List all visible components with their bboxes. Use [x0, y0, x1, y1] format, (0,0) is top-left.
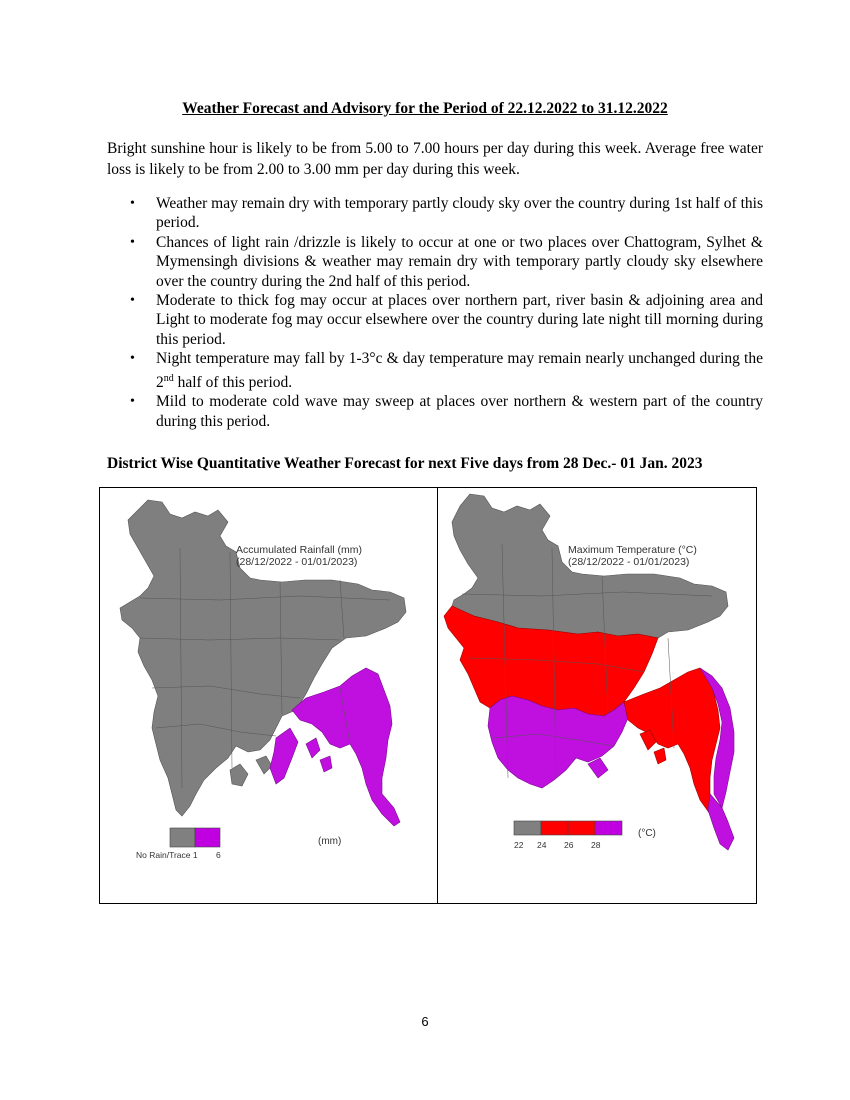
- temperature-legend-label-28: 28: [591, 840, 601, 850]
- rainfall-legend-label-6: 6: [216, 850, 221, 860]
- bullet-icon: •: [130, 293, 135, 309]
- rainfall-legend-swatch: [195, 828, 220, 847]
- rainfall-map-purple-island: [306, 738, 320, 758]
- page-heading: Weather Forecast and Advisory for the Period of 22.12.2022 to 31.12.2022: [182, 100, 668, 117]
- rainfall-map-purple-island: [270, 728, 298, 784]
- rainfall-legend-swatch: [170, 828, 195, 847]
- forecast-maps-frame: [99, 487, 757, 904]
- advisory-list: [107, 194, 763, 431]
- page-number: 6: [421, 1014, 429, 1029]
- quantitative-forecast-heading: District Wise Quantitative Weather Forecast for next Five days from 28 Dec.- 01 Jan. 2023: [107, 455, 703, 472]
- temperature-legend-swatch: [541, 821, 568, 835]
- bullet-text: Weather may remain dry with temporary partly cloudy sky over the country during 1st half of this period.: [156, 195, 763, 232]
- temperature-map-island: [654, 748, 666, 764]
- temperature-legend-label-22: 22: [514, 840, 524, 850]
- bullet-text: Mild to moderate cold wave may sweep at places over northern & western part of the country during this period.: [156, 393, 763, 430]
- bullet-text-after: half of this period.: [173, 373, 293, 391]
- list-item: [107, 349, 763, 392]
- bullet-text-before: Night temperature may fall by 1-3°c & day temperature may remain nearly unchanged during the 2: [156, 350, 763, 391]
- temperature-map-title: [568, 544, 697, 568]
- list-item: [107, 291, 763, 349]
- bullet-text: Moderate to thick fog may occur at places over northern part, river basin & adjoining area and Light to moderate fog may occur elsewhere over the country during late night till morning during this period.: [156, 292, 763, 348]
- bullet-icon: •: [130, 234, 135, 250]
- rainfall-map-panel: [100, 488, 437, 905]
- temperature-map-title-line2: (28/12/2022 - 01/01/2023): [568, 556, 690, 568]
- bullet-icon: •: [130, 351, 135, 367]
- temperature-map-panel: [438, 488, 756, 905]
- rainfall-legend-label-norain: No Rain/Trace 1: [136, 850, 198, 860]
- bullet-text: Chances of light rain /drizzle is likely to occur at one or two places over Chattogram, Sylhet & Mymensingh divisions & weather may remain dry with temporary partly cloudy sky elsewhere over the country during the 2nd half of this period.: [156, 233, 763, 290]
- rainfall-unit-label: (mm): [318, 836, 342, 847]
- bullet-icon: •: [130, 196, 135, 211]
- rainfall-map-purple-island: [320, 756, 332, 772]
- bullet-superscript: nd: [163, 372, 174, 384]
- rainfall-map-title: [236, 544, 362, 568]
- temperature-map-title-line1: Maximum Temperature (°C): [568, 544, 697, 556]
- list-item: [107, 233, 763, 291]
- intro-paragraph: Bright sunshine hour is likely to be from 5.00 to 7.00 hours per day during this week. Average free water loss is likely to be from 2.00 to 3.00 mm per day during this week.: [107, 140, 763, 178]
- rainfall-map-island: [256, 756, 272, 774]
- temperature-legend-label-26: 26: [564, 840, 574, 850]
- bullet-icon: •: [130, 394, 135, 410]
- temperature-legend-swatch: [514, 821, 541, 835]
- list-item: [107, 392, 763, 431]
- rainfall-map-title-line2: (28/12/2022 - 01/01/2023): [236, 556, 358, 568]
- rainfall-map-title-line1: Accumulated Rainfall (mm): [236, 544, 363, 556]
- temperature-legend-label-24: 24: [537, 840, 547, 850]
- temperature-unit-label: (°C): [638, 828, 656, 839]
- rainfall-map-island: [230, 764, 248, 786]
- temperature-legend-swatch: [595, 821, 622, 835]
- temperature-legend-swatch: [568, 821, 595, 835]
- list-item: [107, 194, 763, 233]
